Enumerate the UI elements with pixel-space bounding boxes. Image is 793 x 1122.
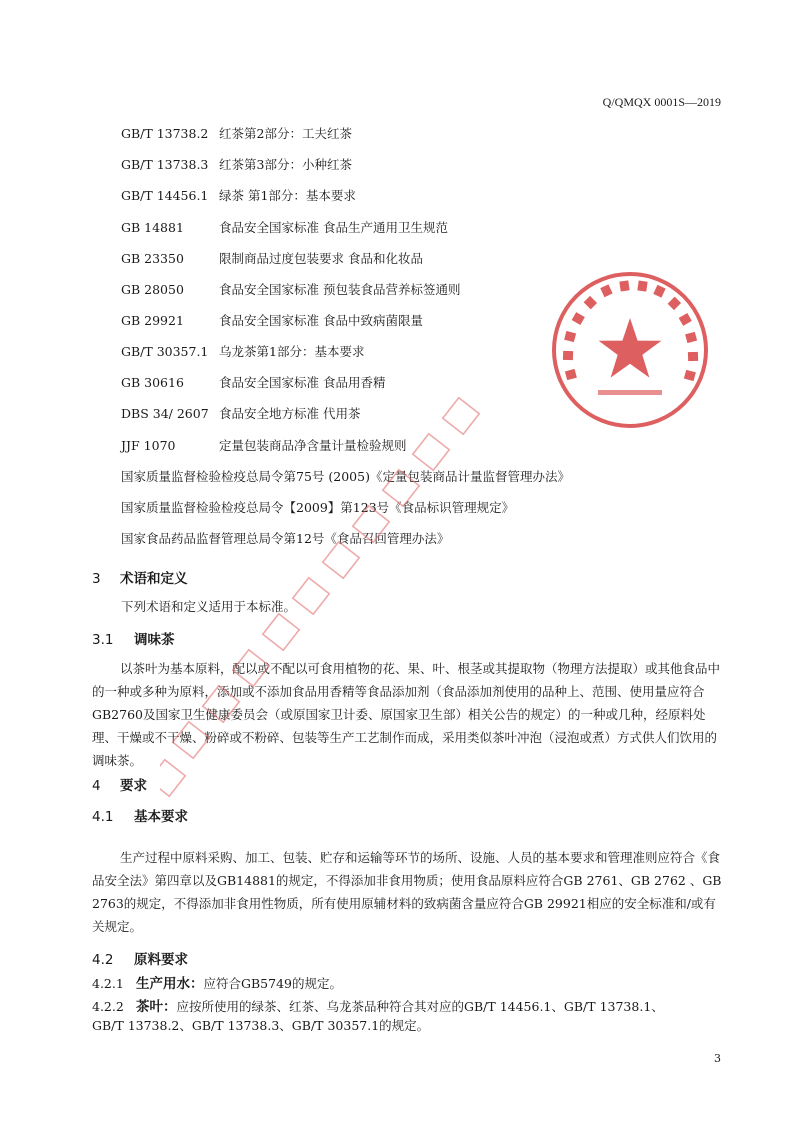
section-title: 要求 [120,778,147,794]
star-icon [599,318,662,378]
reference-item [121,436,407,456]
reference-item [121,155,352,175]
reference-code: GB 29921 [121,313,184,328]
section-number: 3 [92,571,101,587]
reference-code: GB/T 30357.1 [121,344,209,359]
subsection-number: 3.1 [92,632,114,648]
reference-item [121,124,352,144]
clause-item [92,972,342,992]
section-number: 4 [92,778,101,794]
reference-title: 食品安全地方标准 代用茶 [219,406,361,421]
regulation-item: 国家质量监督检验检疫总局令【2009】第123号《食品标识管理规定》 [121,500,515,515]
subsection-number: 4.1 [92,809,114,825]
reference-title: 食品安全国家标准 食品中致病菌限量 [219,313,423,328]
subsection-title: 原料要求 [134,952,188,968]
regulation-item: 国家食品药品监督管理总局令第12号《食品召回管理办法》 [121,531,450,546]
page-number: 3 [714,1052,721,1065]
document-code-header: Q/QMQX 0001S—2019 [602,95,721,109]
reference-title: 红茶第3部分：小种红茶 [219,157,352,172]
clause-continuation: GB/T 13738.2、GB/T 13738.3、GB/T 30357.1的规定。 [92,1018,430,1033]
reference-item [121,280,460,300]
regulation-item: 国家质量监督检验检疫总局令第75号 (2005)《定量包装商品计量监督管理办法》 [121,469,570,484]
reference-code: GB 28050 [121,282,184,297]
clause-label: 生产用水： [136,976,204,992]
section-heading [92,774,147,794]
reference-item [121,249,423,269]
subsection-number: 4.2 [92,952,114,968]
reference-code: JJF 1070 [121,438,176,453]
reference-title: 食品安全国家标准 食品用香精 [219,375,386,390]
clause-number: 4.2.2 [92,999,124,1014]
subsection-heading [92,628,175,648]
subsection-heading [92,948,188,968]
section-heading [92,567,188,587]
reference-item [121,373,385,393]
company-seal-stamp [548,268,712,432]
section-title: 术语和定义 [120,571,188,587]
reference-title: 乌龙茶第1部分：基本要求 [219,344,365,359]
reference-code: GB/T 13738.2 [121,126,209,141]
subsection-title: 基本要求 [134,809,188,825]
seal-number-strip [598,390,662,395]
definition-paragraph: 以茶叶为基本原料，配以或不配以可食用植物的花、果、叶、根茎或其提取物（物理方法提取）或其他食品中的一种或多种为原料，添加或不添加食品用香精等食品添加剂（食品添加剂使用的品种上、范围、使用量应符合GB2760及国家卫生健康委员会（或原国家卫计委、原国家卫生部）相关公告的规定）的一种或几种，经原料处理、干燥或不干燥、粉碎或不粉碎、包装等生产工艺制作而成，采用类似茶叶冲泡（浸泡或煮）方式供人们饮用的调味茶。 [92,661,721,768]
reference-code: GB/T 13738.3 [121,157,209,172]
reference-item [121,342,364,362]
reference-item [121,186,356,206]
subsection-title: 调味茶 [134,632,175,648]
requirement-paragraph: 生产过程中原料采购、加工、包装、贮存和运输等环节的场所、设施、人员的基本要求和管理准则应符合《食品安全法》第四章以及GB14881的规定，不得添加非食用物质；使用食品原料应符合GB 2761、GB 2762 、GB 2763的规定，不得添加非食用性物质，所有使用原辅材料的致病菌含量应符合GB 29921相应的安全标准和/或有关规定。 [92,850,722,934]
clause-text: 应按所使用的绿茶、红茶、乌龙茶品种符合其对应的GB/T 14456.1、GB/T 13738.1、 [176,999,664,1014]
reference-title: 红茶第2部分：工夫红茶 [219,126,352,141]
clause-text: 应符合GB5749的规定。 [203,976,342,991]
reference-item [121,404,360,424]
reference-code: GB/T 14456.1 [121,188,209,203]
reference-title: 食品安全国家标准 预包装食品营养标签通则 [219,282,461,297]
reference-code: GB 14881 [121,220,184,235]
reference-title: 定量包装商品净含量计量检验规则 [219,438,407,453]
reference-code: DBS 34/ 2607 [121,406,209,421]
reference-item [121,218,448,238]
clause-label: 茶叶： [136,999,177,1015]
reference-code: GB 23350 [121,251,184,266]
reference-title: 限制商品过度包装要求 食品和化妆品 [219,251,423,266]
reference-title: 绿茶 第1部分：基本要求 [219,188,356,203]
reference-item [121,311,423,331]
clause-number: 4.2.1 [92,976,124,991]
clause-item [92,995,664,1015]
subsection-heading [92,805,188,825]
reference-code: GB 30616 [121,375,184,390]
reference-title: 食品安全国家标准 食品生产通用卫生规范 [219,220,448,235]
section-intro: 下列术语和定义适用于本标准。 [121,599,297,614]
